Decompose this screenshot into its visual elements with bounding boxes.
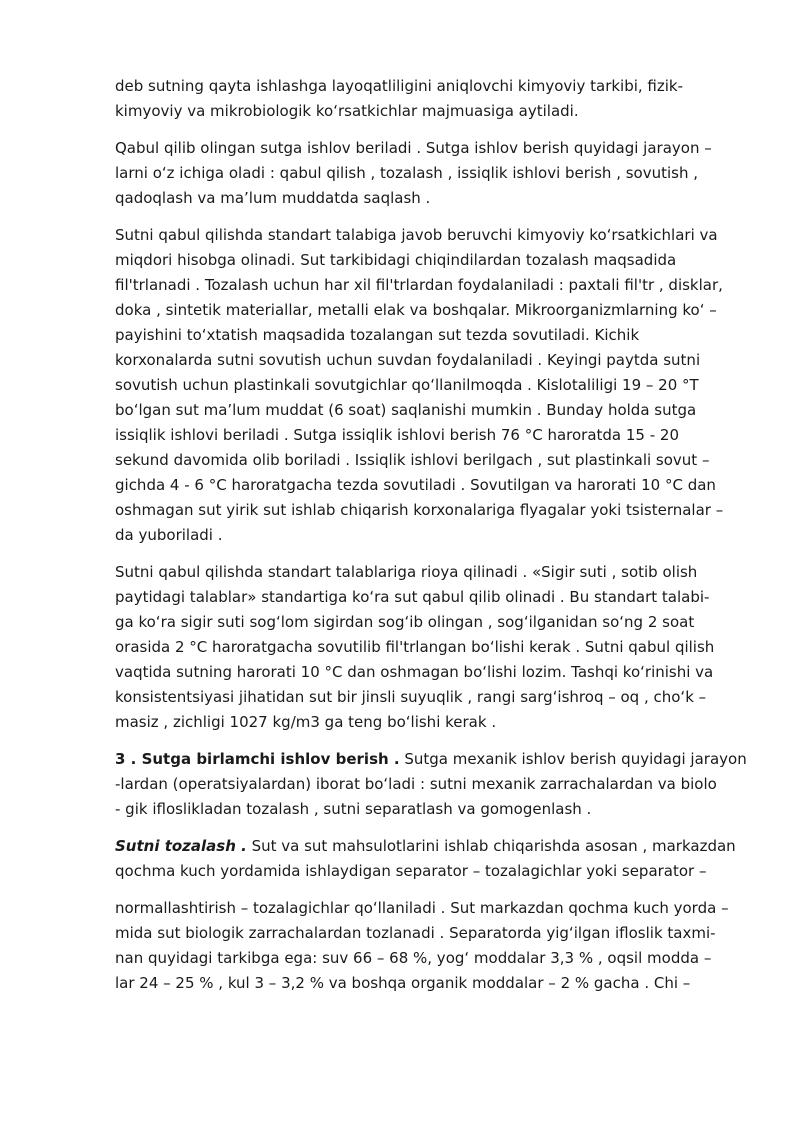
text-line: oshmagan sut yirik sut ishlab chiqarish korxonalariga flyagalar yoki tsisternalar – bbox=[115, 501, 724, 519]
text-run: Sutga mexanik ishlov berish quyidagi jarayon bbox=[399, 750, 747, 768]
text-line: korxonalarda sutni sovutish uchun suvdan foydalaniladi . Keyingi paytda sutni bbox=[115, 351, 701, 369]
text-line: konsistentsiyasi jihatidan sut bir jinsli suyuqlik , rangi sargʻishroq – oq , choʻk – bbox=[115, 688, 707, 706]
paragraph-standard bbox=[115, 560, 750, 735]
paragraph-receiving bbox=[115, 223, 750, 548]
text-line: miqdori hisobga olinadi. Sut tarkibidagi chiqindilardan tozalash maqsadida bbox=[115, 251, 677, 269]
text-line: vaqtida sutning harorati 10 °C dan oshmagan boʻlishi lozim. Tashqi koʻrinishi va bbox=[115, 663, 714, 681]
paragraph-separator bbox=[115, 896, 750, 996]
text-line: doka , sintetik materiallar, metalli elak va boshqalar. Mikroorganizmlarning koʻ – bbox=[115, 301, 717, 319]
text-line: nan quyidagi tarkibga ega: suv 66 – 68 %, yogʻ moddalar 3,3 % , oqsil modda – bbox=[115, 949, 712, 967]
text-line: da yuboriladi . bbox=[115, 526, 223, 544]
text-line: normallashtirish – tozalagichlar qoʻllaniladi . Sut markazdan qochma kuch yorda – bbox=[115, 899, 729, 917]
text-line: gichda 4 - 6 °C haroratgacha tezda sovutiladi . Sovutilgan va harorati 10 °C dan bbox=[115, 476, 716, 494]
text-line: fil'trlanadi . Tozalash uchun har xil fil'trlardan foydalaniladi : paxtali fil'tr , disklar, bbox=[115, 276, 723, 294]
text-line: ga koʻra sigir suti sogʻlom sigirdan sogʻib olingan , sogʻilganidan soʻng 2 soat bbox=[115, 613, 695, 631]
text-line: -lardan (operatsiyalardan) iborat boʻladi : sutni mexanik zarrachalardan va biolo bbox=[115, 775, 717, 793]
text-line: orasida 2 °C haroratgacha sovutilib fil'trlangan boʻlishi kerak . Sutni qabul qilish bbox=[115, 638, 715, 656]
text-line bbox=[115, 834, 750, 859]
text-line: issiqlik ishlovi beriladi . Sutga issiqlik ishlovi berish 76 °C haroratda 15 - 20 bbox=[115, 426, 680, 444]
paragraph-intro bbox=[115, 74, 750, 124]
text-line: kimyoviy va mikrobiologik koʻrsatkichlar majmuasiga aytiladi. bbox=[115, 102, 579, 120]
text-line: deb sutning qayta ishlashga layoqatliligini aniqlovchi kimyoviy tarkibi, fizik- bbox=[115, 77, 684, 95]
text-line: larni oʻz ichiga oladi : qabul qilish , tozalash , issiqlik ishlovi berish , sovutish , bbox=[115, 164, 699, 182]
text-line bbox=[115, 747, 750, 772]
text-line: Sutni qabul qilishda standart talabiga javob beruvchi kimyoviy koʻrsatkichlari va bbox=[115, 226, 718, 244]
text-line: lar 24 – 25 % , kul 3 – 3,2 % va boshqa organik moddalar – 2 % gacha . Chi – bbox=[115, 974, 691, 992]
subsection-heading: Sutni tozalash . bbox=[115, 837, 247, 855]
text-line: Qabul qilib olingan sutga ishlov beriladi . Sutga ishlov berish quyidagi jarayon – bbox=[115, 139, 712, 157]
text-run: Sut va sut mahsulotlarini ishlab chiqarishda asosan , markazdan bbox=[246, 837, 736, 855]
text-line: qochma kuch yordamida ishlaydigan separator – tozalagichlar yoki separator – bbox=[115, 862, 707, 880]
text-line: mida sut biologik zarrachalardan tozlanadi . Separatorda yigʻilgan ifloslik taxmi- bbox=[115, 924, 716, 942]
text-line: paytidagi talablar» standartiga koʻra sut qabul qilib olinadi . Bu standart talabi- bbox=[115, 588, 710, 606]
paragraph-cleaning bbox=[115, 834, 750, 884]
text-line: masiz , zichligi 1027 kg/m3 ga teng boʻlishi kerak . bbox=[115, 713, 497, 731]
text-line: boʻlgan sut maʼlum muddat (6 soat) saqlanishi mumkin . Bunday holda sutga bbox=[115, 401, 697, 419]
text-line: sekund davomida olib boriladi . Issiqlik ishlovi berilgach , sut plastinkali sovut – bbox=[115, 451, 710, 469]
section-heading: 3 . Sutga birlamchi ishlov berish . bbox=[115, 750, 400, 768]
text-line: sovutish uchun plastinkali sovutgichlar qoʻllanilmoqda . Kislotaliligi 19 – 20 °T bbox=[115, 376, 699, 394]
text-line: qadoqlash va maʼlum muddatda saqlash . bbox=[115, 189, 431, 207]
text-line: - gik ifloslikladan tozalash , sutni separatlash va gomogenlash . bbox=[115, 800, 592, 818]
text-line: payishini toʻxtatish maqsadida tozalangan sut tezda sovutiladi. Kichik bbox=[115, 326, 640, 344]
paragraph-primary-processing bbox=[115, 747, 750, 822]
paragraph-processing bbox=[115, 136, 750, 211]
text-line: Sutni qabul qilishda standart talablariga rioya qilinadi . «Sigir suti , sotib olish bbox=[115, 563, 698, 581]
